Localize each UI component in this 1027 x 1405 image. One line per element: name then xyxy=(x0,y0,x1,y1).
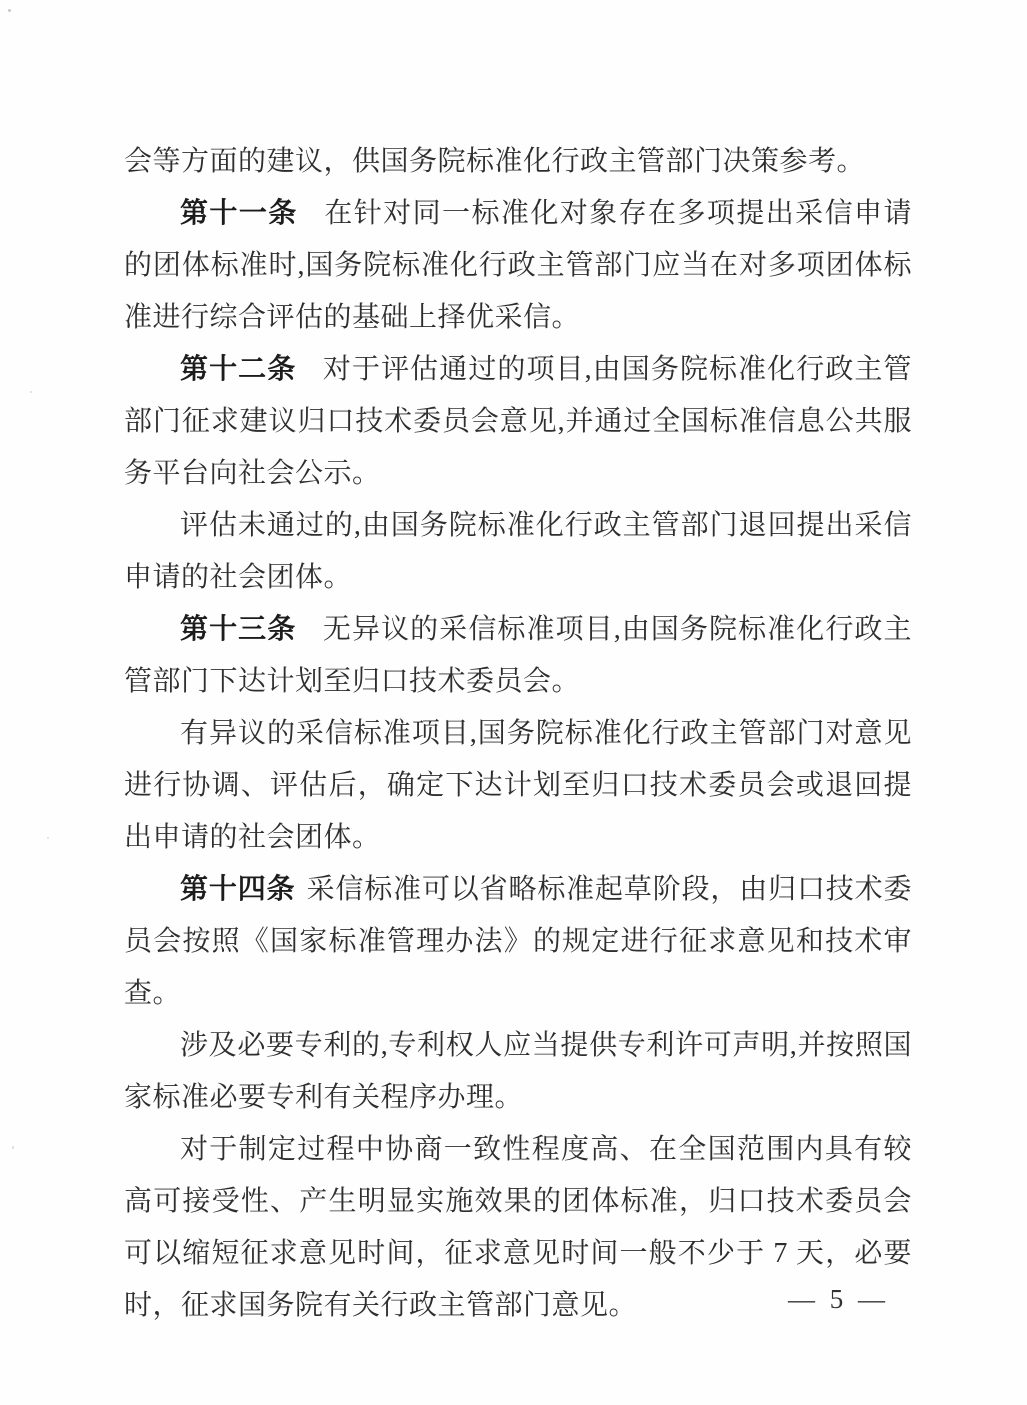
article-number: 第十三条 xyxy=(180,614,297,645)
scan-speck xyxy=(8,9,11,12)
paragraph-text: 对于评估通过的项目,由国务院标准化行政主管部门征求建议归口技术委员会意见,并通过全国标准信息公共服务平台向社会公示。 xyxy=(124,354,912,489)
paragraph-text: 会等方面的建议，供国务院标准化行政主管部门决策参考。 xyxy=(124,146,866,177)
paragraph xyxy=(124,708,912,864)
paragraph xyxy=(124,188,912,344)
paragraph xyxy=(124,1020,912,1124)
paragraph-text: 有异议的采信标准项目,国务院标准化行政主管部门对意见进行协调、评估后，确定下达计划至归口技术委员会或退回提出申请的社会团体。 xyxy=(124,718,912,853)
paragraph xyxy=(124,864,912,1020)
paragraph-text: 对于制定过程中协商一致性程度高、在全国范围内具有较高可接受性、产生明显实施效果的团体标准，归口技术委员会可以缩短征求意见时间，征求意见时间一般不少于 7 天，必要时，征求国务院有关行政主管部门意见。 xyxy=(124,1134,912,1321)
paragraph xyxy=(124,500,912,604)
paragraph-text: 在针对同一标准化对象存在多项提出采信申请的团体标准时,国务院标准化行政主管部门应当在对多项团体标准进行综合评估的基础上择优采信。 xyxy=(124,198,912,333)
article-number: 第十一条 xyxy=(180,198,298,229)
paragraph-text: 涉及必要专利的,专利权人应当提供专利许可声明,并按照国家标准必要专利有关程序办理。 xyxy=(124,1030,912,1113)
page-number: — 5 — xyxy=(788,1284,889,1314)
scan-speck xyxy=(12,1146,14,1149)
document-body xyxy=(124,136,912,1332)
paragraph-text: 采信标准可以省略标准起草阶段，由归口技术委员会按照《国家标准管理办法》的规定进行征求意见和技术审查。 xyxy=(124,874,912,1009)
paragraph xyxy=(124,604,912,708)
article-number: 第十四条 xyxy=(180,874,296,905)
paragraph xyxy=(124,136,912,188)
scan-speck xyxy=(47,837,49,839)
article-number: 第十二条 xyxy=(180,354,297,385)
scan-speck xyxy=(30,391,32,393)
paragraph xyxy=(124,344,912,500)
paragraph-text: 评估未通过的,由国务院标准化行政主管部门退回提出采信申请的社会团体。 xyxy=(124,510,912,593)
paragraph-text: 无异议的采信标准项目,由国务院标准化行政主管部门下达计划至归口技术委员会。 xyxy=(124,614,912,697)
